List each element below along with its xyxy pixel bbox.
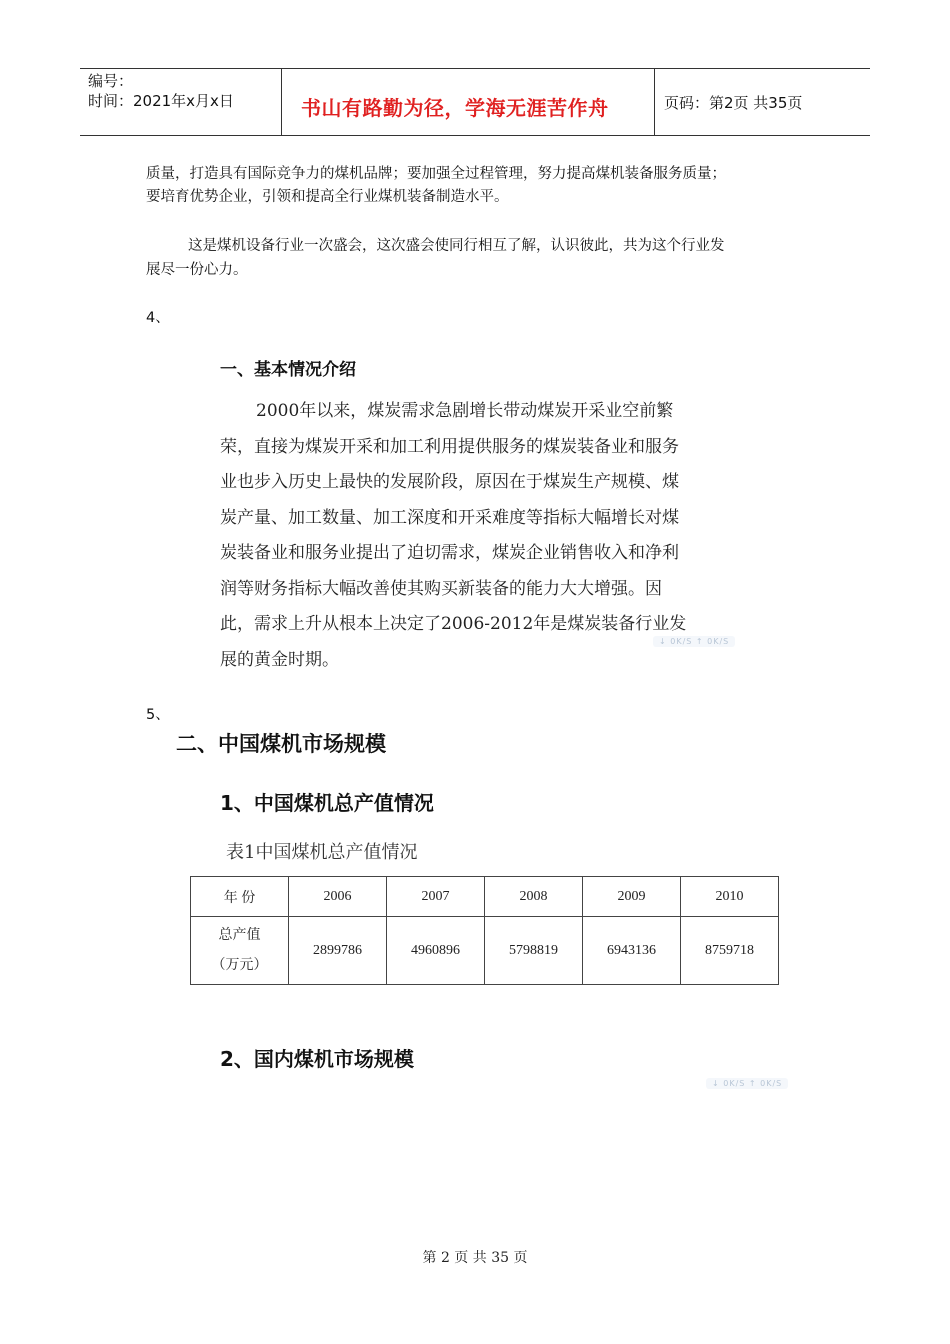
table-caption: 表1中国煤机总产值情况 (226, 842, 418, 863)
table-cell-year: 2008 (485, 877, 583, 917)
table-cell-value: 5798819 (485, 917, 583, 985)
header-divider-right (654, 68, 655, 136)
paragraph-2-line-1: 这是煤机设备行业一次盛会，这次盛会使同行相互了解，认识彼此，共为这个行业发 (188, 238, 725, 254)
paragraph-2-line-2: 展尽一份心力。 (146, 262, 248, 278)
section-4-body (220, 394, 725, 678)
table-cell-year: 2007 (387, 877, 485, 917)
body-line: 展的黄金时期。 (220, 649, 339, 670)
section-4-number: 4、 (146, 310, 170, 326)
output-value-table (190, 876, 779, 985)
header-time-label: 时间：2021年x月x日 (88, 92, 234, 110)
body-line: 此，需求上升从根本上决定了2006-2012年是煤炭装备行业发 (220, 614, 687, 634)
body-line: 炭装备业和服务业提出了迫切需求，煤炭企业销售收入和净利 (220, 543, 679, 563)
header-divider-left (281, 68, 282, 136)
header-number-label: 编号： (88, 72, 134, 90)
section-5-heading: 二、中国煤机市场规模 (176, 732, 386, 756)
table-row (191, 877, 779, 917)
table-cell-year: 2010 (681, 877, 779, 917)
table-header-output (191, 917, 289, 985)
table-header-year: 年 份 (191, 877, 289, 917)
section-4-heading: 一、基本情况介绍 (220, 360, 356, 380)
body-line: 润等财务指标大幅改善使其购买新装备的能力大大增强。因 (220, 578, 662, 599)
table-cell-value: 6943136 (583, 917, 681, 985)
table-cell-year: 2009 (583, 877, 681, 917)
table-header-output-line1: 总产值 (218, 927, 261, 943)
header-page-code: 页码：第2页 共35页 (664, 94, 803, 112)
header-top-border (80, 68, 870, 69)
body-line: 2000年以来，煤炭需求急剧增长带动煤炭开采业空前繁 (256, 401, 674, 421)
header-bottom-border (80, 135, 870, 136)
table-row (191, 917, 779, 985)
table-cell-value: 2899786 (289, 917, 387, 985)
paragraph-1-line-1: 质量，打造具有国际竞争力的煤机品牌；要加强全过程管理，努力提高煤机装备服务质量； (146, 166, 726, 182)
network-speed-widget: ↓ 0K/S ↑ 0K/S (653, 636, 735, 647)
subsection-2-heading: 2、国内煤机市场规模 (220, 1047, 414, 1071)
header-motto: 书山有路勤为径，学海无涯苦作舟 (301, 96, 609, 120)
body-line: 业也步入历史上最快的发展阶段，原因在于煤炭生产规模、煤 (220, 472, 679, 492)
paragraph-1-line-2: 要培育优势企业，引领和提高全行业煤机装备制造水平。 (146, 189, 509, 205)
table-cell-value: 4960896 (387, 917, 485, 985)
body-line: 荣，直接为煤炭开采和加工利用提供服务的煤炭装备业和服务 (220, 436, 679, 457)
table-cell-value: 8759718 (681, 917, 779, 985)
subsection-1-heading: 1、中国煤机总产值情况 (220, 791, 434, 815)
table-cell-year: 2006 (289, 877, 387, 917)
network-speed-widget: ↓ 0K/S ↑ 0K/S (706, 1078, 788, 1089)
table-header-output-line2: （万元） (211, 957, 268, 973)
body-line: 炭产量、加工数量、加工深度和开采难度等指标大幅增长对煤 (220, 507, 679, 528)
page-footer: 第 2 页 共 35 页 (422, 1250, 528, 1266)
section-5-number: 5、 (146, 707, 170, 723)
